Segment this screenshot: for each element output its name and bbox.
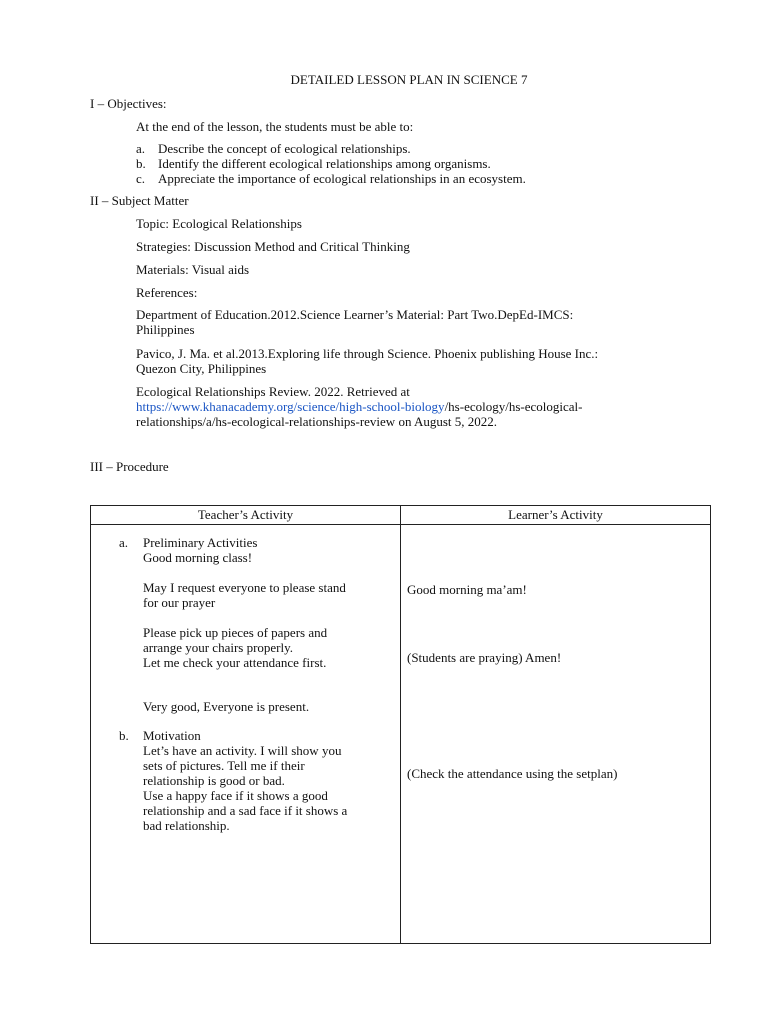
objective-item: b. Identify the different ecological relationships among organisms. [136,156,491,171]
strategies-line: Strategies: Discussion Method and Critical Thinking [136,239,410,254]
teacher-attendance-line: Let me check your attendance first. [143,655,327,670]
teacher-activity-cell [91,525,401,944]
teacher-prayer-line: May I request everyone to please stand [143,580,346,595]
procedure-heading: III – Procedure [90,459,169,474]
teacher-papers-line: arrange your chairs properly. [143,640,294,655]
topic-line: Topic: Ecological Relationships [136,216,302,231]
motivation-line: Let’s have an activity. I will show you [143,743,342,758]
teacher-papers-line: Please pick up pieces of papers and [143,625,328,640]
teacher-prayer-line: for our prayer [143,595,216,610]
item-marker-a: a. [119,535,129,550]
materials-line: Materials: Visual aids [136,262,250,277]
motivation-title: Motivation [143,728,201,743]
document-title: DETAILED LESSON PLAN IN SCIENCE 7 [290,72,528,87]
motivation-line: Use a happy face if it shows a good [143,788,328,803]
teacher-present-line: Very good, Everyone is present. [143,699,310,714]
motivation-line: sets of pictures. Tell me if their [143,758,305,773]
objectives-list [136,141,526,186]
procedure-table [90,505,711,944]
item-marker-b: b. [119,728,129,743]
subject-matter-heading: II – Subject Matter [90,193,189,208]
objectives-intro: At the end of the lesson, the students must be able to: [136,119,414,134]
learner-response: (Check the attendance using the setplan) [407,766,618,781]
motivation-line: relationship is good or bad. [143,773,285,788]
reference-deped: Department of Education.2012.Science Learner’s Material: Part Two.DepEd-IMCS: Philippines [136,307,574,337]
preliminary-activities-title: Preliminary Activities [143,535,258,550]
teacher-activity-header: Teacher’s Activity [91,506,401,525]
learner-activity-header: Learner’s Activity [401,506,711,525]
objective-item: a. Describe the concept of ecological relationships. [136,141,411,156]
reference-khan-academy: Ecological Relationships Review. 2022. Retrieved at https://www.khanacademy.org/science/high-school-biology/hs-ecology/hs-ecological- relationships/a/hs-ecological-relationships-review on August 5, 2022. [136,384,583,429]
reference-pavico: Pavico, J. Ma. et al.2013.Exploring life through Science. Phoenix publishing House Inc.: Quezon City, Philippines [136,346,599,376]
learner-response: Good morning ma’am! [407,582,527,597]
learner-response: (Students are praying) Amen! [407,650,562,665]
references-label: References: [136,285,198,300]
motivation-line: relationship and a sad face if it shows a [143,803,348,818]
objectives-heading: I – Objectives: [90,96,167,111]
motivation-line: bad relationship. [143,818,230,833]
objective-item: c. Appreciate the importance of ecological relationships in an ecosystem. [136,171,526,186]
teacher-greeting: Good morning class! [143,550,253,565]
learner-activity-cell [401,525,711,944]
reference-link[interactable]: https://www.khanacademy.org/science/high-school-biology [136,399,445,414]
